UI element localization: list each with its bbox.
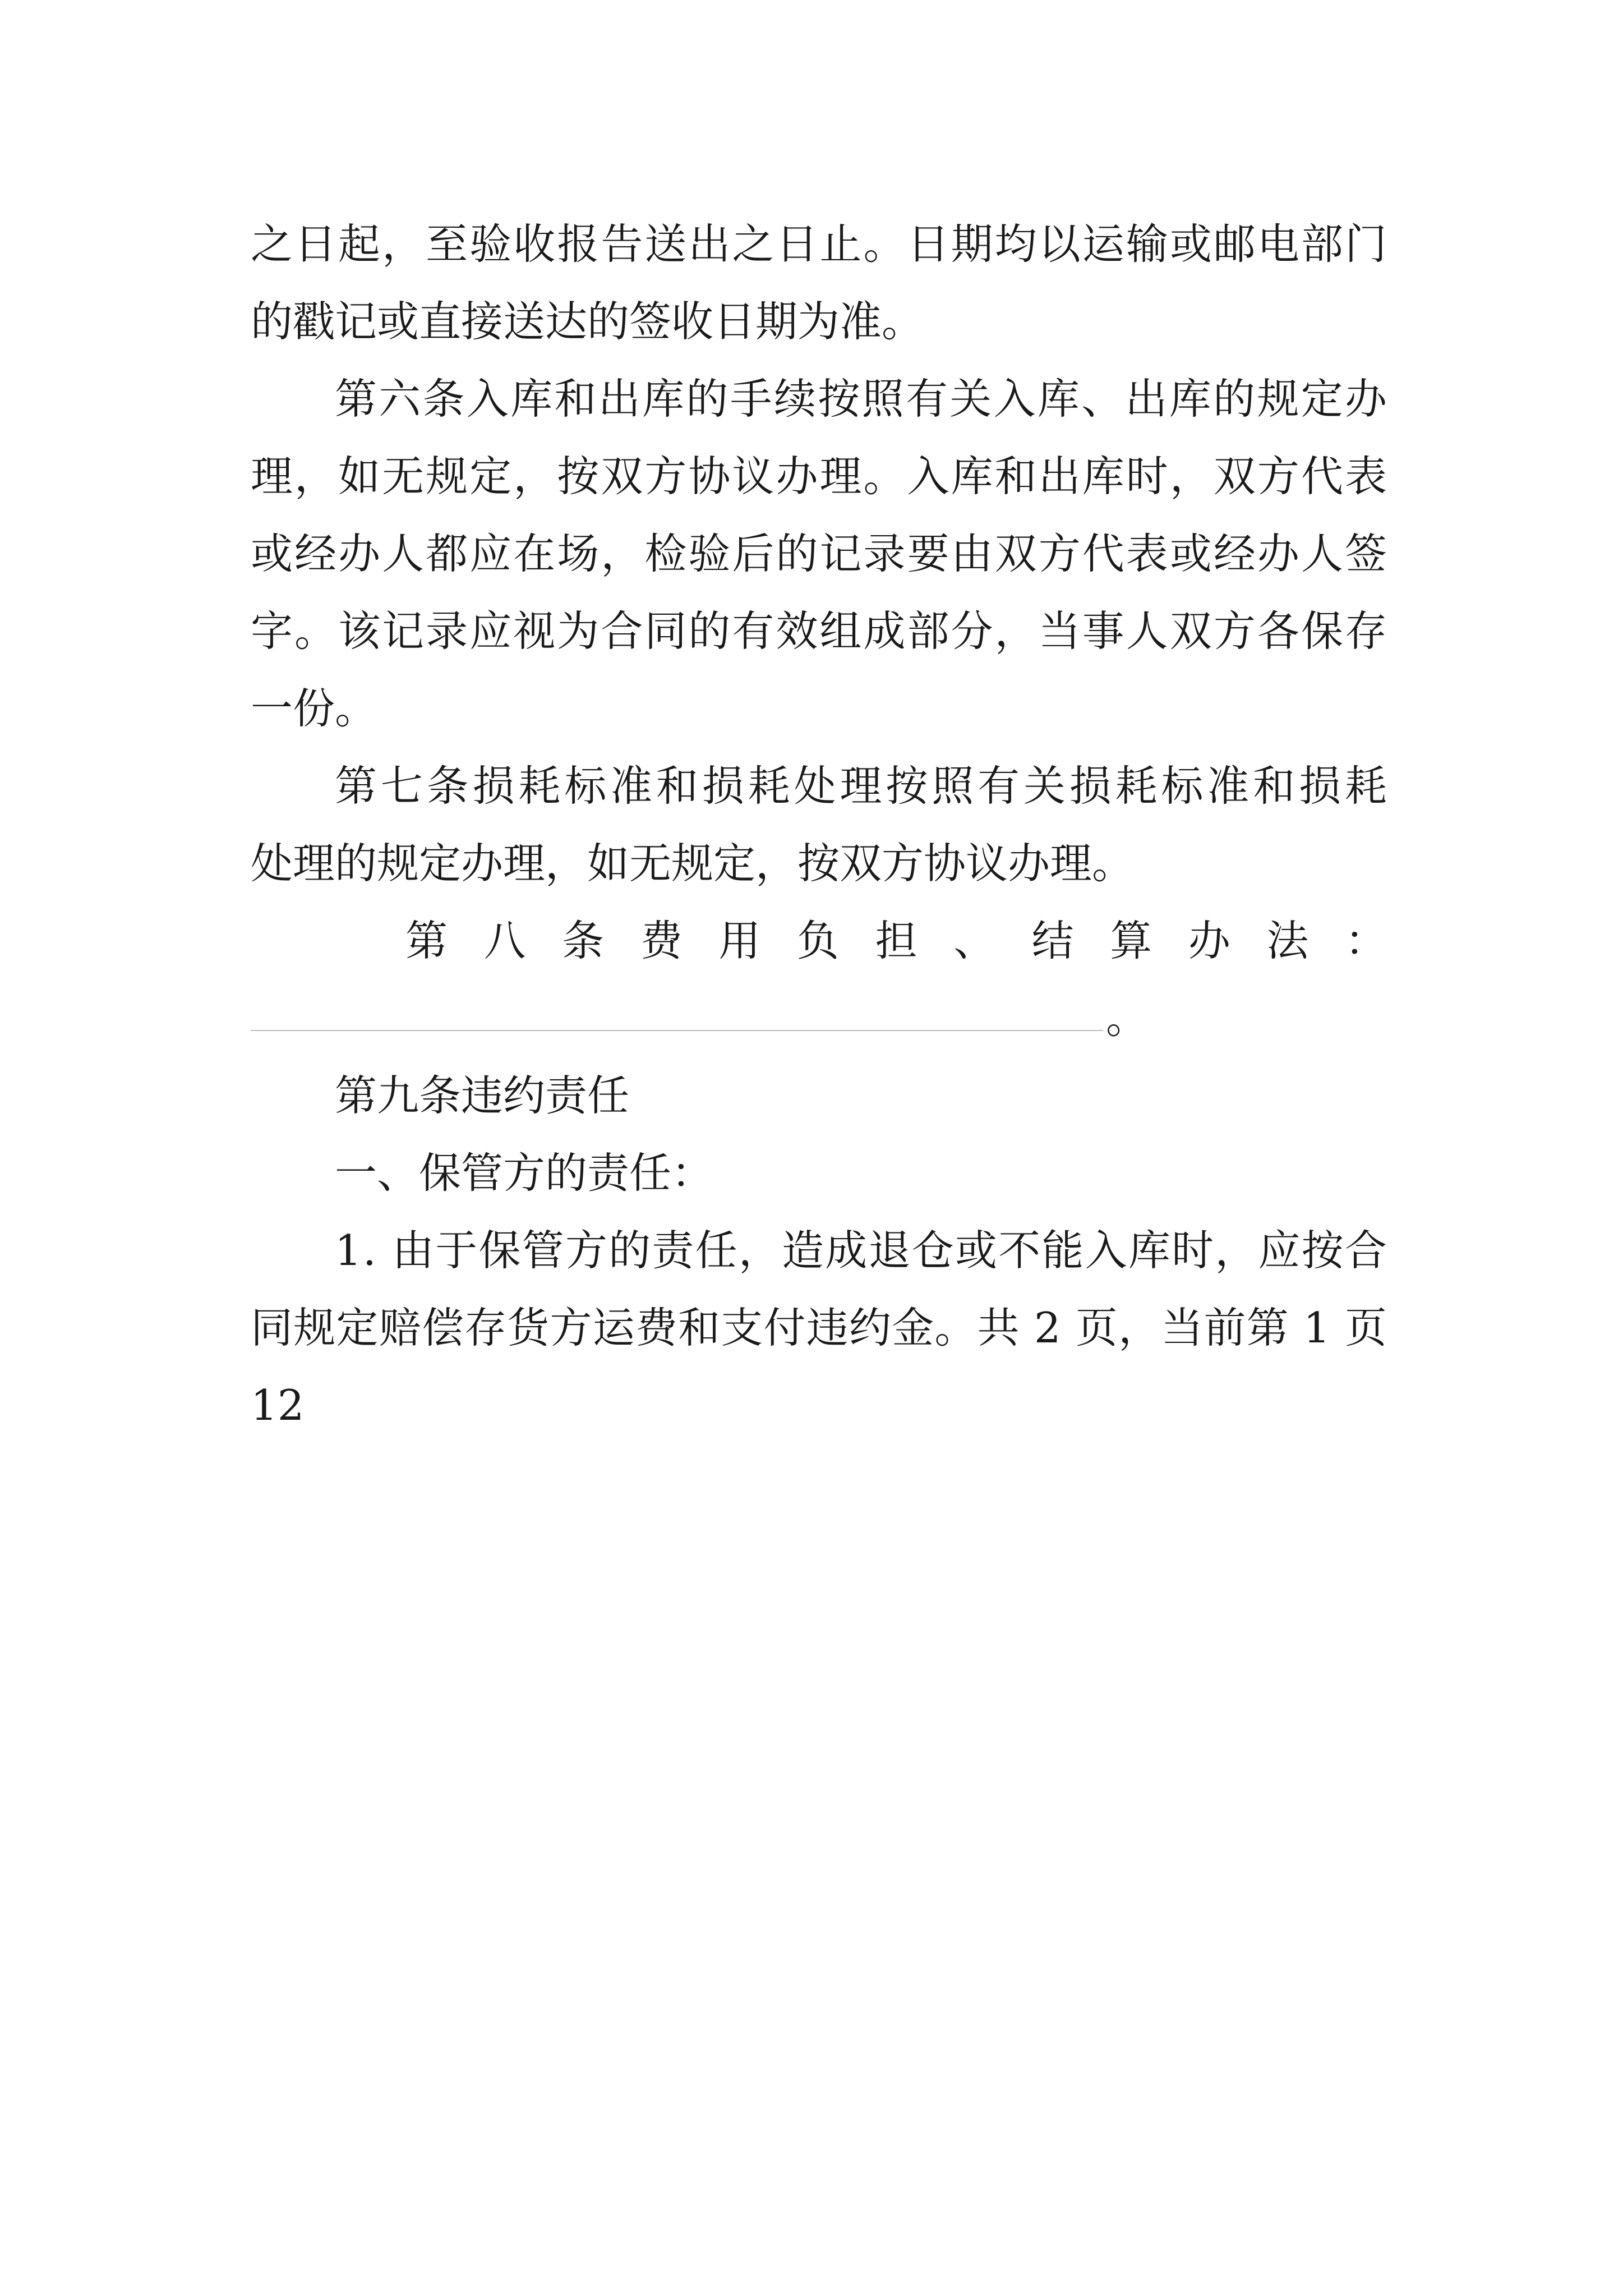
text-line xyxy=(251,592,1387,670)
text-line xyxy=(251,1366,1387,1444)
text-line-content: 一、保管方的责任： xyxy=(335,1148,714,1198)
text-line-content: 或经办人都应在场，检验后的记录要由双方代表或经办人签 xyxy=(251,529,1389,578)
text-line-content: 一份。 xyxy=(251,684,377,733)
text-line-content: 12 xyxy=(251,1381,305,1430)
text-line-content: 第九条违约责任 xyxy=(335,1071,630,1120)
text-line xyxy=(251,670,1387,747)
text-line-content: 的戳记或直接送达的签收日期为准。 xyxy=(251,297,924,346)
fill-in-blank-row xyxy=(251,979,1387,1057)
text-line xyxy=(251,438,1387,515)
text-line xyxy=(251,283,1387,360)
list-item-line xyxy=(251,1212,1387,1289)
text-line xyxy=(251,205,1387,283)
text-line-content: 第八条费用负担、结算办法： xyxy=(405,916,1423,965)
text-line-content: 字。该记录应视为合同的有效组成部分，当事人双方各保存 xyxy=(251,606,1389,656)
clause-8-heading-line xyxy=(251,902,1423,979)
text-line-content: 理，如无规定，按双方协议办理。入库和出库时，双方代表 xyxy=(251,452,1389,501)
clause-7-heading-line xyxy=(251,747,1391,825)
body-text xyxy=(251,205,1423,1444)
text-line-content: 第六条入库和出库的手续按照有关入库、出库的规定办 xyxy=(335,374,1389,424)
text-line-content: 之日起，至验收报告送出之日止。日期均以运输或邮电部门 xyxy=(251,219,1389,269)
text-line-content: 同规定赔偿存货方运费和支付违约金。共 2 页，当前第 1 页 xyxy=(251,1303,1388,1352)
text-line-content: 1. 由于保管方的责任，造成退仓或不能入库时，应按合 xyxy=(335,1226,1389,1275)
text-line-content: 。 xyxy=(1106,993,1149,1043)
section-heading-line xyxy=(251,1134,1387,1212)
fill-in-blank-line xyxy=(251,1030,1103,1031)
clause-6-heading-line xyxy=(251,360,1387,438)
text-line-content: 第七条损耗标准和损耗处理按照有关损耗标准和损耗 xyxy=(335,761,1391,811)
text-line xyxy=(251,515,1387,592)
text-line xyxy=(251,825,1387,902)
text-line xyxy=(251,1289,1387,1366)
clause-9-heading-line xyxy=(251,1057,1387,1134)
text-line-content: 处理的规定办理，如无规定，按双方协议办理。 xyxy=(251,839,1135,888)
